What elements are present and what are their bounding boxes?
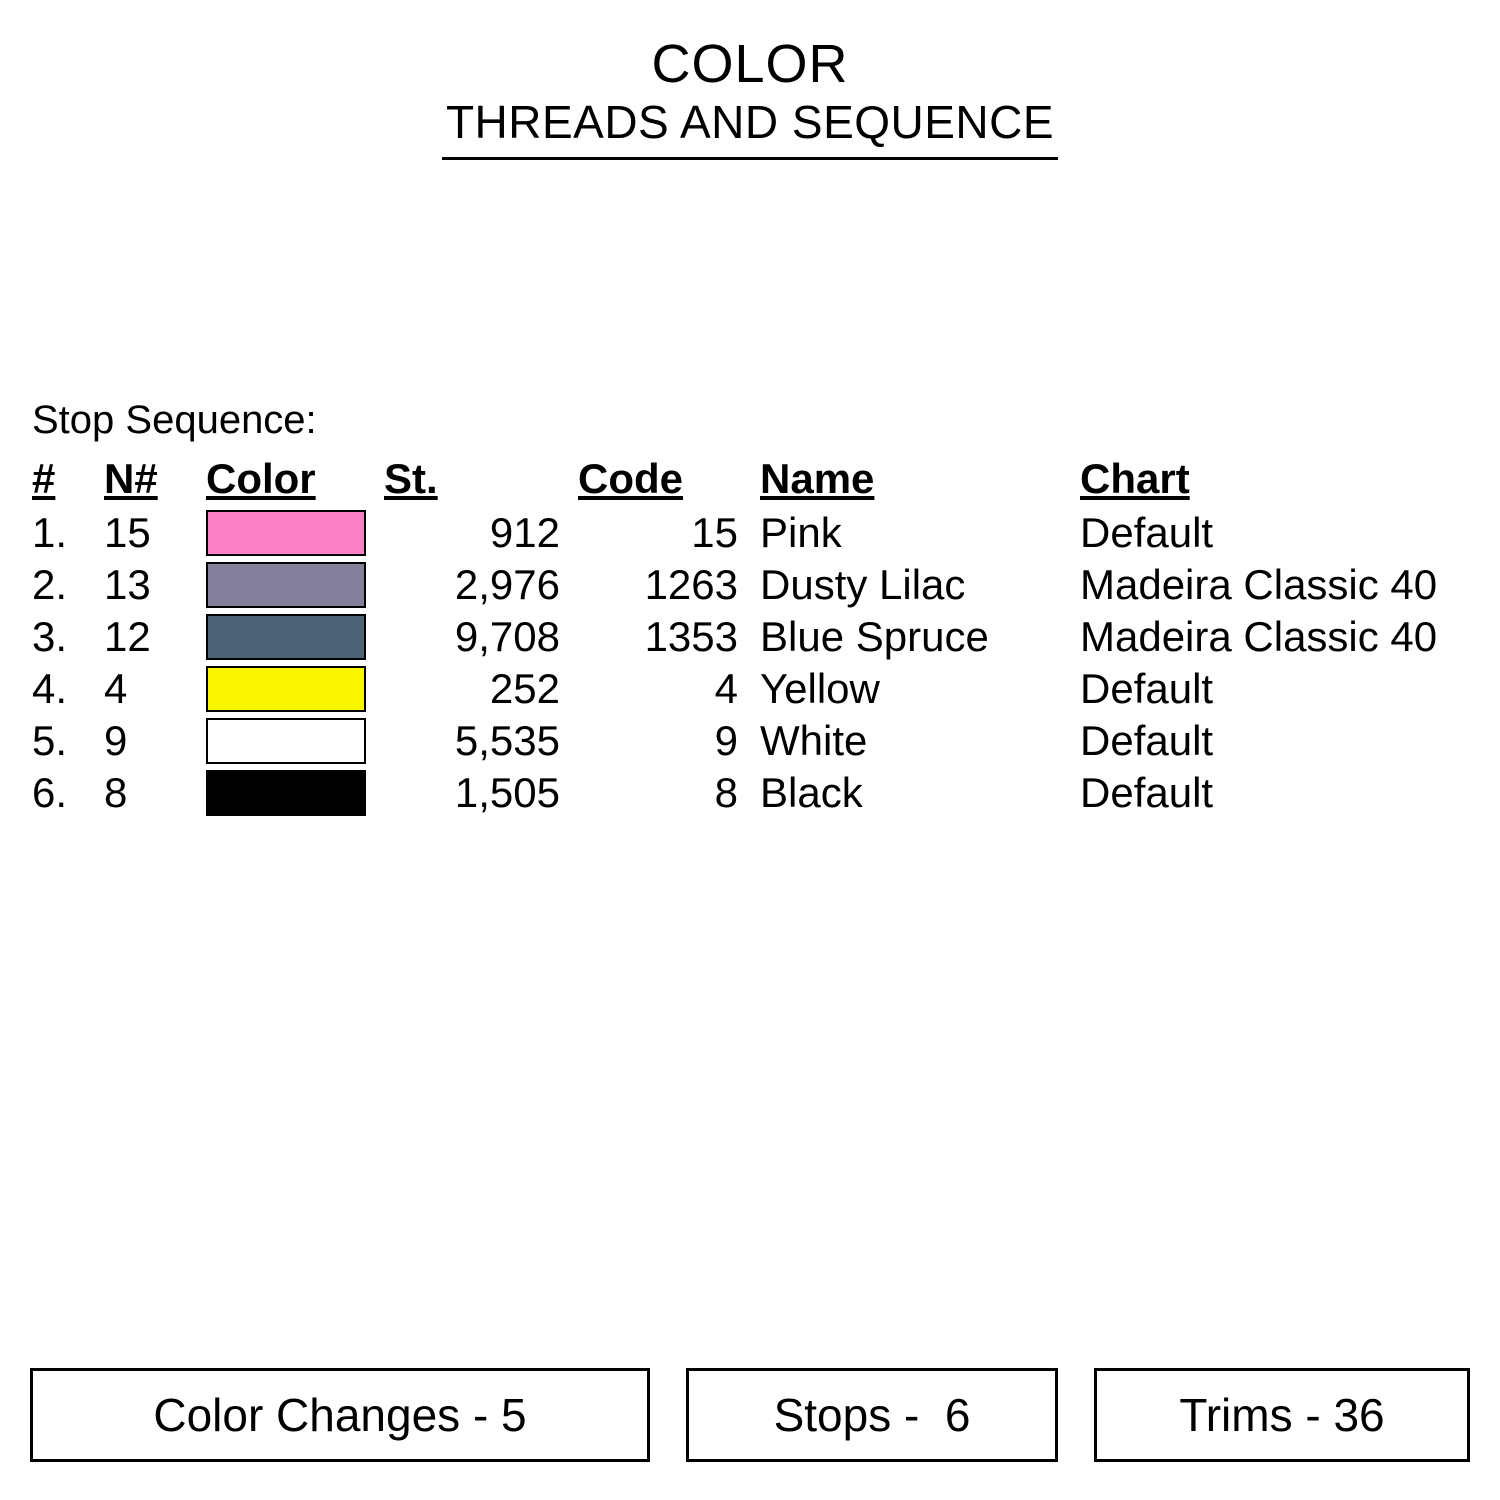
row-name: White <box>760 717 868 765</box>
row-code: 15 <box>691 509 738 557</box>
row-needle: 15 <box>104 509 151 557</box>
row-stitches: 912 <box>489 509 560 557</box>
row-swatch-cell <box>206 611 384 663</box>
stop-sequence-table <box>32 457 1437 819</box>
color-swatch <box>206 666 366 712</box>
header-chart: Chart <box>1080 455 1190 502</box>
trims-box: Trims - 36 <box>1094 1368 1470 1462</box>
stops-box: Stops - 6 <box>686 1368 1058 1462</box>
row-name: Pink <box>760 509 842 557</box>
row-needle: 9 <box>104 717 128 765</box>
row-name: Dusty Lilac <box>760 561 966 609</box>
row-code: 4 <box>714 665 738 713</box>
row-swatch-cell <box>206 507 384 559</box>
row-code: 8 <box>714 769 738 817</box>
row-stitches: 5,535 <box>454 717 560 765</box>
row-stitches: 9,708 <box>454 613 560 661</box>
row-index: 6. <box>32 769 68 817</box>
row-name: Yellow <box>760 665 880 713</box>
row-index: 4. <box>32 665 68 713</box>
row-chart: Default <box>1080 509 1214 557</box>
row-swatch-cell <box>206 715 384 767</box>
row-chart: Madeira Classic 40 <box>1080 613 1438 661</box>
row-index: 1. <box>32 509 68 557</box>
header-index: # <box>32 455 56 502</box>
row-index: 2. <box>32 561 68 609</box>
row-index: 5. <box>32 717 68 765</box>
page-subtitle: THREADS AND SEQUENCE <box>442 97 1058 161</box>
page-title: COLOR <box>651 34 849 94</box>
table-row <box>32 559 1437 611</box>
table-row <box>32 715 1437 767</box>
row-swatch-cell <box>206 767 384 819</box>
header-needle: N# <box>104 455 158 502</box>
row-needle: 12 <box>104 613 151 661</box>
row-name: Black <box>760 769 863 817</box>
summary-footer <box>30 1368 1470 1462</box>
row-stitches: 2,976 <box>454 561 560 609</box>
header-color: Color <box>206 455 316 502</box>
row-chart: Default <box>1080 769 1214 817</box>
color-changes-box: Color Changes - 5 <box>30 1368 650 1462</box>
color-swatch <box>206 614 366 660</box>
row-chart: Default <box>1080 665 1214 713</box>
stop-sequence-section <box>32 398 1472 819</box>
row-name: Blue Spruce <box>760 613 989 661</box>
row-needle: 13 <box>104 561 151 609</box>
stop-sequence-label: Stop Sequence: <box>32 398 317 442</box>
row-stitches: 1,505 <box>454 769 560 817</box>
table-row <box>32 663 1437 715</box>
table-row <box>32 767 1437 819</box>
table-row <box>32 611 1437 663</box>
page-header <box>0 0 1500 160</box>
header-name: Name <box>760 455 875 502</box>
row-index: 3. <box>32 613 68 661</box>
table-row <box>32 507 1437 559</box>
row-code: 1263 <box>644 561 738 609</box>
table-header-row <box>32 457 1437 507</box>
row-chart: Default <box>1080 717 1214 765</box>
color-swatch <box>206 562 366 608</box>
row-needle: 8 <box>104 769 128 817</box>
row-swatch-cell <box>206 663 384 715</box>
color-swatch <box>206 770 366 816</box>
row-swatch-cell <box>206 559 384 611</box>
header-stitches: St. <box>384 455 438 502</box>
row-needle: 4 <box>104 665 128 713</box>
row-code: 9 <box>714 717 738 765</box>
color-swatch <box>206 510 366 556</box>
row-code: 1353 <box>644 613 738 661</box>
row-chart: Madeira Classic 40 <box>1080 561 1438 609</box>
header-code: Code <box>578 455 683 502</box>
color-swatch <box>206 718 366 764</box>
row-stitches: 252 <box>489 665 560 713</box>
